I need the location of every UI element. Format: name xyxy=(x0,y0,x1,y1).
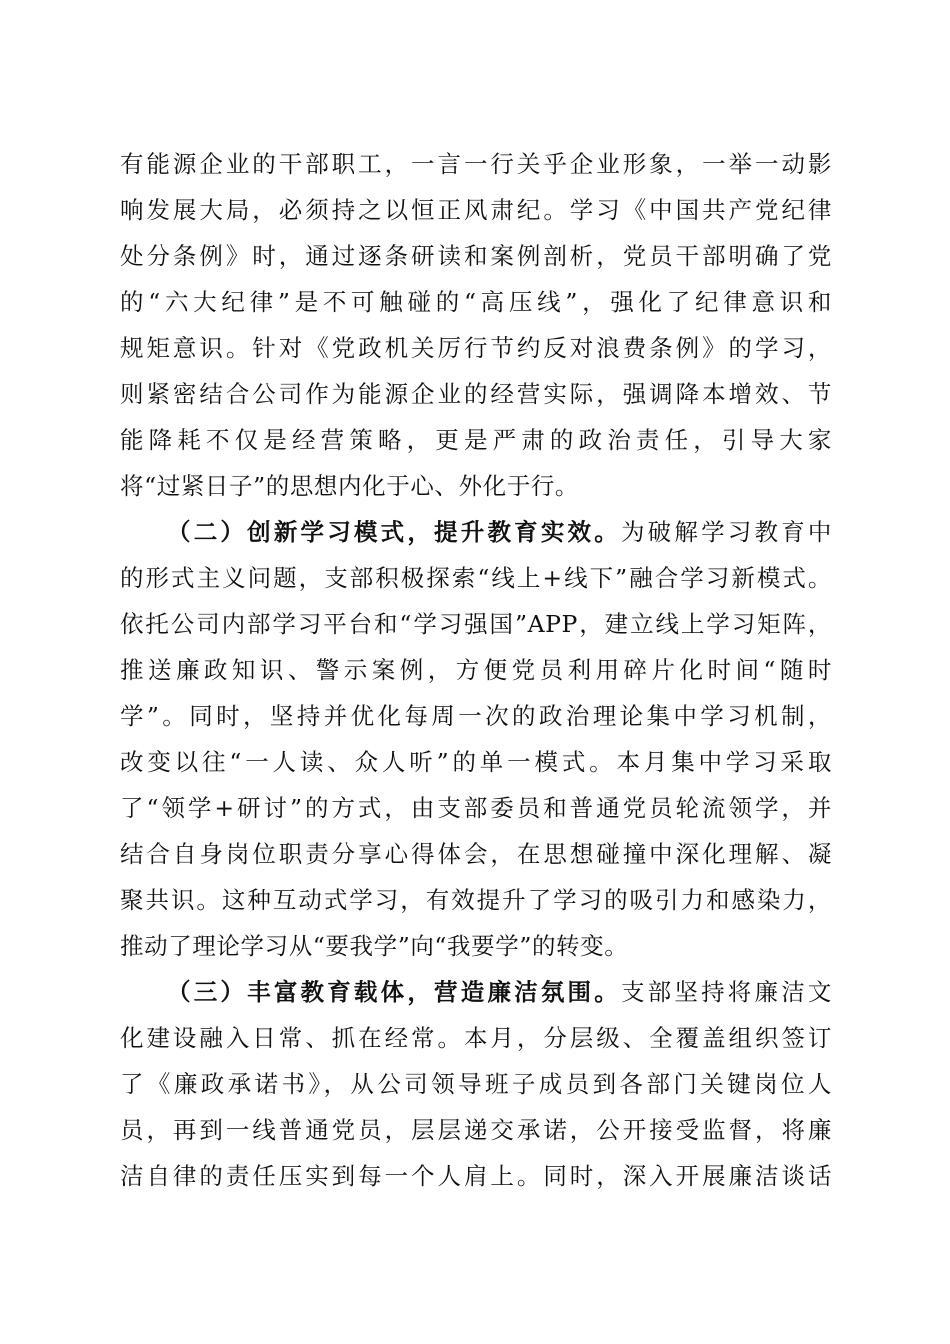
text-line: 化建设融入日常、抓在经常。本月，分层级、全覆盖组织签订 xyxy=(120,1024,832,1052)
text-line: 结合自身岗位职责分享心得体会，在思想碰撞中深化理解、凝 xyxy=(120,840,832,868)
section-heading: （二）创新学习模式，提升教育实效。 xyxy=(167,518,621,546)
text-line: 洁自律的责任压实到每一个人肩上。同时，深入开展廉洁谈话 xyxy=(120,1162,832,1190)
text-line: 员，再到一线普通党员，层层递交承诺，公开接受监督，将廉 xyxy=(120,1116,832,1144)
paragraph-1 xyxy=(120,141,832,509)
text-line: 学”。同时，坚持并优化每周一次的政治理论集中学习机制， xyxy=(120,702,832,730)
text-line: 则紧密结合公司作为能源企业的经营实际，强调降本增效、节 xyxy=(120,380,832,408)
text-line: 将“过紧日子”的思想内化于心、外化于行。 xyxy=(120,472,580,500)
text-line: 推送廉政知识、警示案例，方便党员利用碎片化时间“随时 xyxy=(120,656,832,684)
text-line: 处分条例》时，通过逐条研读和案例剖析，党员干部明确了党 xyxy=(120,242,832,270)
paragraph-2 xyxy=(120,509,832,969)
text-line: 推动了理论学习从“要我学”向“我要学”的转变。 xyxy=(120,932,629,960)
text-line: 依托公司内部学习平台和“学习强国”APP，建立线上学习矩阵， xyxy=(120,610,832,638)
text-line: 改变以往“一人读、众人听”的单一模式。本月集中学习采取 xyxy=(120,748,832,776)
paragraph-3 xyxy=(120,969,832,1199)
text-line: 响发展大局，必须持之以恒正风肃纪。学习《中国共产党纪律 xyxy=(120,196,832,224)
text-line: 了《廉政承诺书》，从公司领导班子成员到各部门关键岗位人 xyxy=(120,1070,832,1098)
document-body xyxy=(120,141,832,1199)
text-line: 了“领学+研讨”的方式，由支部委员和普通党员轮流领学，并 xyxy=(120,794,832,822)
text-line: 能降耗不仅是经营策略，更是严肃的政治责任，引导大家 xyxy=(120,426,832,454)
text-span: 为破解学习教育中 xyxy=(620,518,832,546)
text-line: 的形式主义问题，支部积极探索“线上+线下”融合学习新模式。 xyxy=(120,564,832,592)
text-line: 有能源企业的干部职工，一言一行关乎企业形象，一举一动影 xyxy=(120,150,832,178)
section-heading: （三）丰富教育载体，营造廉洁氛围。 xyxy=(167,978,621,1006)
text-line: 规矩意识。针对《党政机关厉行节约反对浪费条例》的学习， xyxy=(120,334,832,362)
text-line: 的“六大纪律”是不可触碰的“高压线”，强化了纪律意识和 xyxy=(120,288,832,316)
text-line: 聚共识。这种互动式学习，有效提升了学习的吸引力和感染力， xyxy=(120,886,832,914)
text-span: 支部坚持将廉洁文 xyxy=(620,978,832,1006)
text-line xyxy=(120,969,832,1015)
text-line xyxy=(120,509,832,555)
